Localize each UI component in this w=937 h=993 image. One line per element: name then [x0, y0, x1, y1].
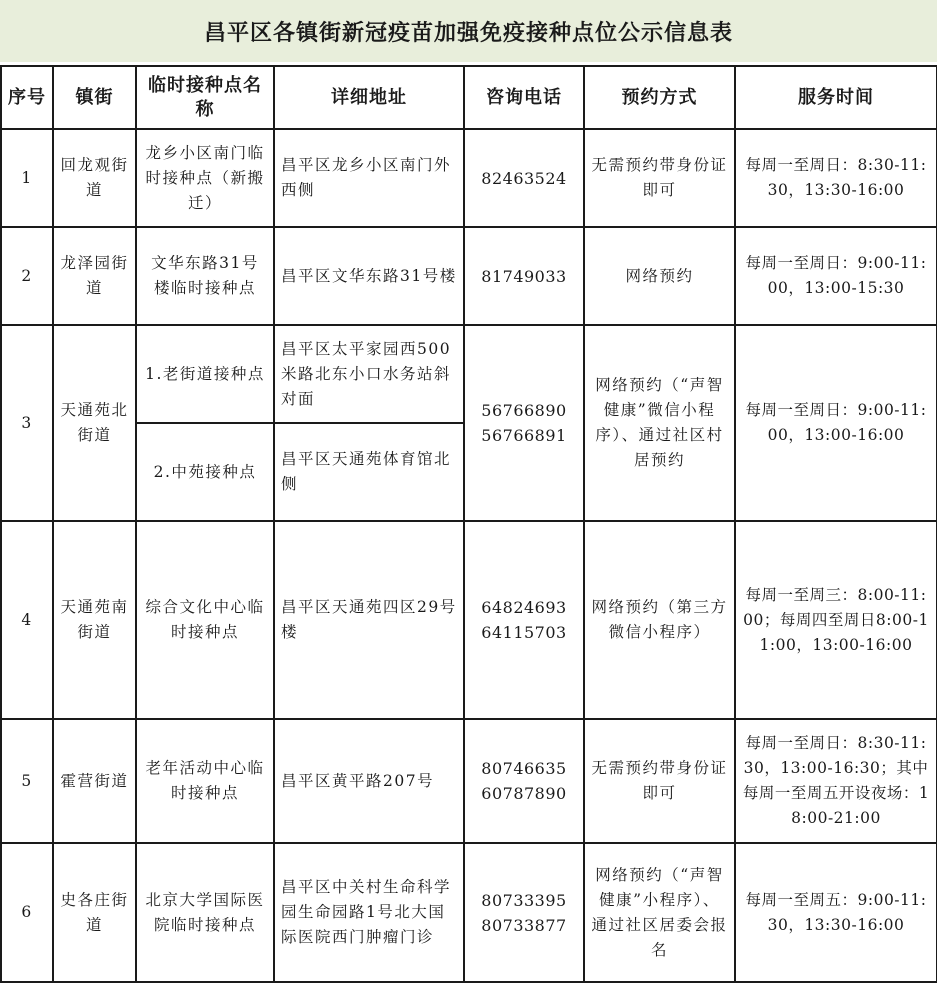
header-town: 镇街 [53, 66, 136, 129]
row-booking: 网络预约 [584, 227, 735, 325]
table-row [1, 227, 937, 325]
row-town: 史各庄街道 [53, 843, 136, 982]
row-phone: 82463524 [464, 129, 584, 227]
row-booking: 无需预约带身份证即可 [584, 129, 735, 227]
table-row [1, 719, 937, 843]
row-index: 5 [1, 719, 53, 843]
phone-line-2: 56766891 [481, 426, 567, 445]
row-address: 昌平区黄平路207号 [274, 719, 464, 843]
row-booking: 无需预约带身份证即可 [584, 719, 735, 843]
header-address: 详细地址 [274, 66, 464, 129]
row-site: 综合文化中心临时接种点 [136, 521, 274, 719]
row-hours: 每周一至周日：8:30-11:30，13:30-16:00 [735, 129, 937, 227]
row-hours: 每周一至周五：9:00-11:30，13:30-16:00 [735, 843, 937, 982]
header-site: 临时接种点名称 [136, 66, 274, 129]
phone-line-2: 64115703 [481, 623, 567, 642]
row-hours: 每周一至周日：9:00-11:00，13:00-15:30 [735, 227, 937, 325]
header-index: 序号 [1, 66, 53, 129]
row-address: 昌平区太平家园西500米路北东小口水务站斜对面 [274, 325, 464, 423]
row-town: 天通苑南街道 [53, 521, 136, 719]
row-booking: 网络预约（“声智健康”小程序）、通过社区居委会报名 [584, 843, 735, 982]
row-address: 昌平区文华东路31号楼 [274, 227, 464, 325]
row-index: 4 [1, 521, 53, 719]
table-row [1, 325, 937, 423]
row-address: 昌平区天通苑四区29号楼 [274, 521, 464, 719]
row-hours: 每周一至周日：9:00-11:00，13:00-16:00 [735, 325, 937, 521]
row-site: 老年活动中心临时接种点 [136, 719, 274, 843]
table-row [1, 521, 937, 719]
row-hours: 每周一至周三：8:00-11:00；每周四至周日8:00-11:00，13:00-16:00 [735, 521, 937, 719]
row-site: 文华东路31号楼临时接种点 [136, 227, 274, 325]
row-town: 霍营街道 [53, 719, 136, 843]
row-hours: 每周一至周日：8:30-11:30，13:00-16:30；其中每周一至周五开设夜场：18:00-21:00 [735, 719, 937, 843]
row-phone [464, 843, 584, 982]
header-phone: 咨询电话 [464, 66, 584, 129]
row-site: 1.老街道接种点 [136, 325, 274, 423]
phone-line-1: 64824693 [481, 598, 567, 617]
row-address: 昌平区中关村生命科学园生命园路1号北大国际医院西门肿瘤门诊 [274, 843, 464, 982]
page-title: 昌平区各镇街新冠疫苗加强免疫接种点位公示信息表 [0, 0, 937, 62]
phone-line-2: 80733877 [481, 915, 567, 935]
row-index: 1 [1, 129, 53, 227]
table-row [1, 129, 937, 227]
phone-line-1: 80746635 [481, 759, 567, 778]
row-address: 昌平区天通苑体育馆北侧 [274, 423, 464, 521]
row-town: 龙泽园街道 [53, 227, 136, 325]
header-booking: 预约方式 [584, 66, 735, 129]
row-phone [464, 719, 584, 843]
vaccination-sites-table [0, 65, 937, 983]
row-phone [464, 521, 584, 719]
row-site: 北京大学国际医院临时接种点 [136, 843, 274, 982]
row-phone: 81749033 [464, 227, 584, 325]
row-site: 龙乡小区南门临时接种点（新搬迁） [136, 129, 274, 227]
row-town: 回龙观街道 [53, 129, 136, 227]
row-booking: 网络预约（第三方微信小程序） [584, 521, 735, 719]
phone-line-1: 56766890 [481, 401, 567, 420]
row-phone [464, 325, 584, 521]
row-index: 2 [1, 227, 53, 325]
table-header-row [1, 66, 937, 129]
phone-line-2: 60787890 [481, 784, 567, 803]
row-site: 2.中苑接种点 [136, 423, 274, 521]
row-booking: 网络预约（“声智健康”微信小程序）、通过社区村居预约 [584, 325, 735, 521]
row-index: 6 [1, 843, 53, 982]
phone-line-1: 80733395 [481, 890, 567, 910]
header-hours: 服务时间 [735, 66, 937, 129]
table-row [1, 843, 937, 982]
row-address: 昌平区龙乡小区南门外西侧 [274, 129, 464, 227]
row-index: 3 [1, 325, 53, 521]
row-town: 天通苑北街道 [53, 325, 136, 521]
